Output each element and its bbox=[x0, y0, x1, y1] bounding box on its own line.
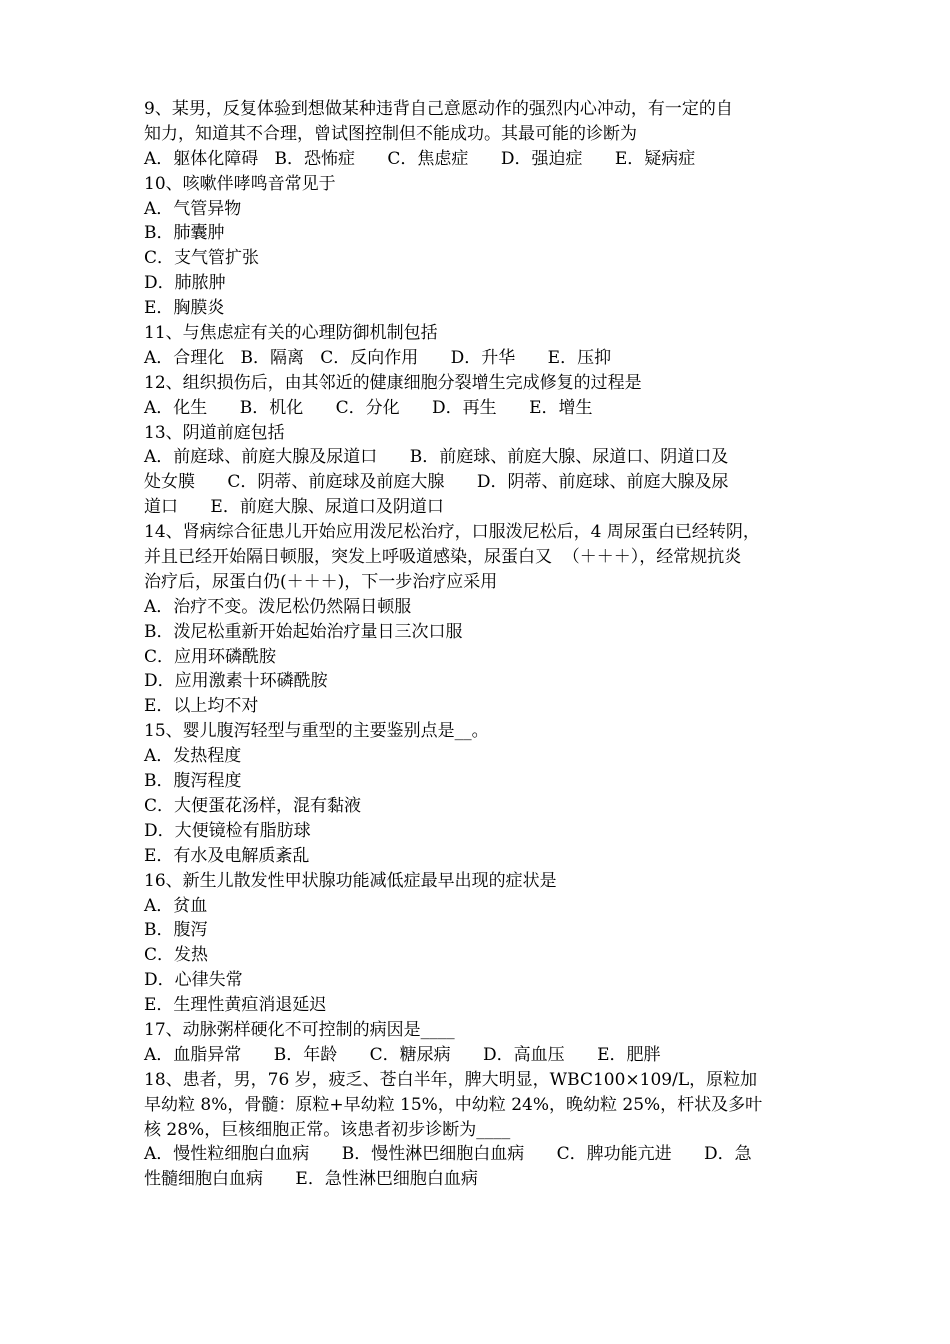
text-line: 14、肾病综合征患儿开始应用泼尼松治疗，口服泼尼松后，4 周尿蛋白已经转阴， bbox=[144, 522, 760, 543]
text-line: A．合理化 B．隔离 C．反向作用 D．升华 E．压抑 bbox=[144, 347, 612, 368]
text-line: E．以上均不对 bbox=[144, 696, 259, 717]
text-line: 处女膜 C．阴蒂、前庭球及前庭大腺 D．阴蒂、前庭球、前庭大腺及尿 bbox=[144, 472, 729, 493]
text-line: 早幼粒 8%，骨髓：原粒+早幼粒 15%，中幼粒 24%，晚幼粒 25%，杆状及多叶 bbox=[144, 1094, 763, 1115]
text-line: B．肺囊肿 bbox=[144, 223, 225, 244]
text-line: A．气管异物 bbox=[144, 198, 242, 219]
text-line: 17、动脉粥样硬化不可控制的病因是____ bbox=[144, 1019, 455, 1040]
text-line: A．躯体化障碍 B．恐怖症 C．焦虑症 D．强迫症 E．疑病症 bbox=[144, 148, 696, 169]
text-line: C．发热 bbox=[144, 945, 209, 966]
text-line: D．大便镜检有脂肪球 bbox=[144, 820, 311, 841]
text-line: 18、患者，男，76 岁，疲乏、苍白半年，脾大明显，WBC100×109/L，原粒加 bbox=[144, 1069, 758, 1090]
text-line: 并且已经开始隔日顿服，突发上呼吸道感染，尿蛋白又 （＋＋＋），经常规抗炎 bbox=[144, 547, 742, 568]
text-line: A．血脂异常 B．年龄 C．糖尿病 D．高血压 E．肥胖 bbox=[144, 1044, 661, 1065]
text-line: B．泼尼松重新开始起始治疗量日三次口服 bbox=[144, 621, 463, 642]
text-line: 15、婴儿腹泻轻型与重型的主要鉴别点是__。 bbox=[144, 721, 489, 742]
document-page bbox=[144, 97, 808, 1192]
text-line: A．化生 B．机化 C．分化 D．再生 E．增生 bbox=[144, 397, 593, 418]
text-line: B．腹泻程度 bbox=[144, 771, 242, 792]
text-line: B．腹泻 bbox=[144, 920, 208, 941]
text-line: 10、咳嗽伴哮鸣音常见于 bbox=[144, 173, 336, 194]
text-line: E．有水及电解质紊乱 bbox=[144, 845, 310, 866]
text-line: D．应用激素十环磷酰胺 bbox=[144, 671, 328, 692]
text-line: A．治疗不变。泼尼松仍然隔日顿服 bbox=[144, 596, 412, 617]
text-line: 核 28%，巨核细胞正常。该患者初步诊断为____ bbox=[144, 1119, 511, 1140]
text-line: 知力，知道其不合理，曾试图控制但不能成功。其最可能的诊断为 bbox=[144, 123, 637, 144]
text-line: 11、与焦虑症有关的心理防御机制包括 bbox=[144, 323, 438, 344]
text-line: 道口 E．前庭大腺、尿道口及阴道口 bbox=[144, 497, 444, 518]
text-line: 16、新生儿散发性甲状腺功能减低症最早出现的症状是 bbox=[144, 870, 557, 891]
text-line: C．支气管扩张 bbox=[144, 248, 260, 269]
text-line: 12、组织损伤后，由其邻近的健康细胞分裂增生完成修复的过程是 bbox=[144, 372, 642, 393]
text-line: D．肺脓肿 bbox=[144, 273, 226, 294]
text-line: 13、阴道前庭包括 bbox=[144, 422, 285, 443]
text-line: D．心律失常 bbox=[144, 970, 243, 991]
text-line: C．应用环磷酰胺 bbox=[144, 646, 277, 667]
text-line: C．大便蛋花汤样，混有黏液 bbox=[144, 795, 362, 816]
text-line: 性髓细胞白血病 E．急性淋巴细胞白血病 bbox=[144, 1169, 478, 1190]
text-line: 9、某男，反复体验到想做某种违背自己意愿动作的强烈内心冲动，有一定的自 bbox=[144, 99, 733, 119]
text-line: E．胸膜炎 bbox=[144, 298, 225, 319]
text-line: A．慢性粒细胞白血病 B．慢性淋巴细胞白血病 C．脾功能亢进 D．急 bbox=[144, 1144, 752, 1165]
text-line: A．发热程度 bbox=[144, 746, 242, 767]
text-line: A．前庭球、前庭大腺及尿道口 B．前庭球、前庭大腺、尿道口、阴道口及 bbox=[144, 447, 729, 468]
text-line: E．生理性黄疸消退延迟 bbox=[144, 995, 327, 1016]
text-line: 治疗后，尿蛋白仍(＋＋＋)，下一步治疗应采用 bbox=[144, 571, 498, 592]
text-line: A．贫血 bbox=[144, 895, 208, 916]
